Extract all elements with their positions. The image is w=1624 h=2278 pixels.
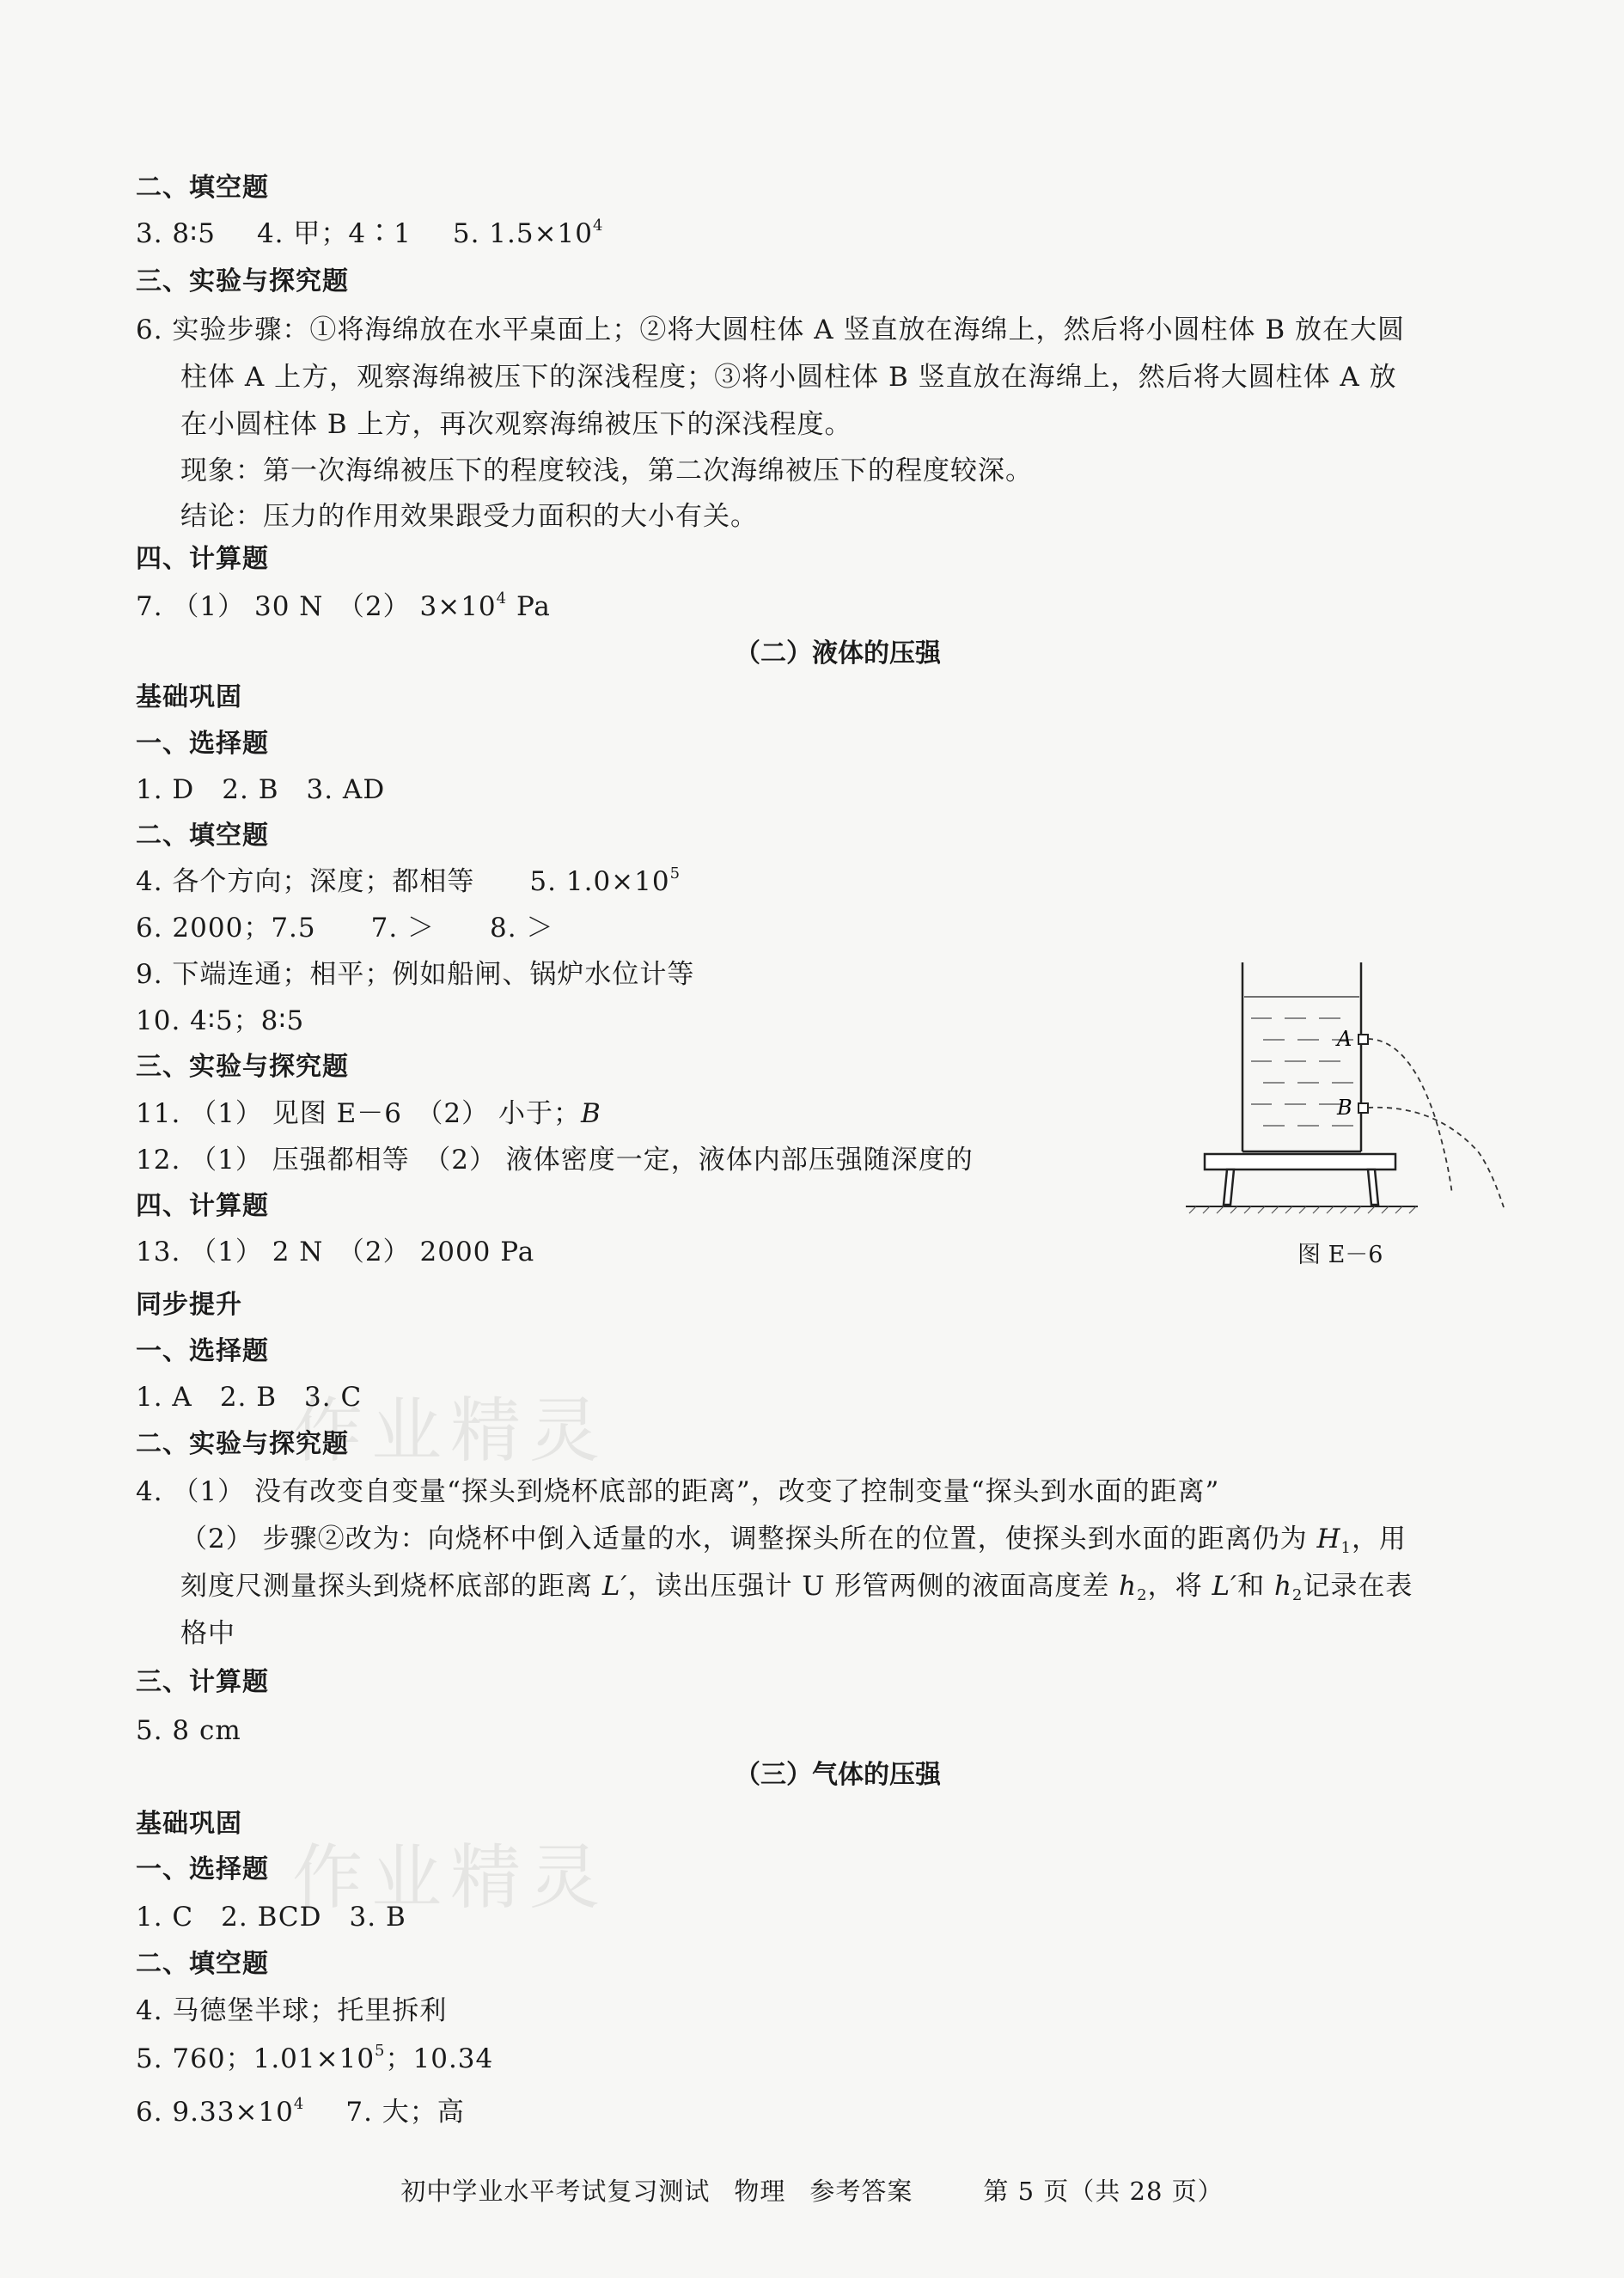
answer-line: 6. 实验步骤：①将海绵放在水平桌面上；②将大圆柱体 A 竖直放在海绵上，然后将小圆柱体 B 放在大圆 [136,315,1406,345]
section-heading: 二、填空题 [136,821,269,851]
label-b: B [1337,1096,1352,1120]
figure-e6 [1177,954,1521,1229]
subsection-heading: 同步提升 [136,1290,242,1320]
subsection-heading: 基础巩固 [136,682,242,712]
answer-line: 6. 2000；7.5 7. ＞ 8. ＞ [136,913,554,944]
answer-line: 柱体 A 上方，观察海绵被压下的深浅程度；③将小圆柱体 B 竖直放在海绵上，然后将大圆柱体 A 放 [180,362,1397,393]
subsection-heading: 基础巩固 [136,1809,242,1839]
answer-line: 1. A 2. B 3. C [136,1382,363,1413]
section-heading: 三、计算题 [136,1667,269,1697]
section-heading: 一、选择题 [136,1336,269,1366]
section-title: （三）气体的压强 [735,1760,941,1790]
answer-line: 9. 下端连通；相平；例如船闸、锅炉水位计等 [136,959,695,990]
answer-line: 在小圆柱体 B 上方，再次观察海绵被压下的深浅程度。 [180,409,852,440]
answer-line: 13. （1） 2 N （2） 2000 Pa [136,1237,535,1267]
answer-line: 11. （1） 见图 E－6 （2） 小于；B [136,1098,601,1129]
section-heading: 二、填空题 [136,1949,269,1979]
section-title: （二）液体的压强 [735,638,941,669]
answer-line: 12. （1） 压强都相等 （2） 液体密度一定，液体内部压强随深度的 [136,1145,974,1176]
answer-line: 3. 8∶5 4. 甲；4∶1 5. $1.5\times 10^4$ [136,217,604,249]
watermark: 作业精灵 [292,1837,609,1919]
section-heading: 四、计算题 [136,544,269,574]
watermark: 作业精灵 [292,1390,609,1472]
answer-line: （2） 步骤②改为：向烧杯中倒入适量的水，调整探头所在的位置，使探头到水面的距离仍为 $H_1$，用 [180,1524,1407,1557]
answer-line: 1. C 2. BCD 3. B [136,1902,406,1933]
section-heading: 一、选择题 [136,729,269,759]
section-heading: 一、选择题 [136,1854,269,1884]
section-heading: 四、计算题 [136,1191,269,1221]
answer-line: 6. $9.33\times 10^4$ 7. 大；高 [136,2095,465,2128]
section-heading: 二、实验与探究题 [136,1429,349,1459]
answer-line: 4. （1） 没有改变自变量“探头到烧杯底部的距离”，改变了控制变量“探头到水面的距离” [136,1476,1220,1507]
answer-line: 5. 8 cm [136,1715,241,1746]
section-heading: 三、实验与探究题 [136,266,349,296]
section-heading: 三、实验与探究题 [136,1052,349,1082]
page-footer: 初中学业水平考试复习测试 物理 参考答案 第 5 页（共 28 页） [400,2177,1224,2206]
answer-line: 格中 [180,1618,235,1649]
answer-line: 1. D 2. B 3. AD [136,774,386,805]
answer-line: 现象：第一次海绵被压下的程度较浅，第二次海绵被压下的程度较深。 [180,455,1033,486]
figure-caption: 图 E－6 [1297,1242,1383,1268]
answer-line: 4. 各个方向；深度；都相等 5. $1.0\times 10^5$ [136,864,681,897]
answer-line: 10. 4∶5；8∶5 [136,1005,305,1036]
answer-line: 7. （1） 30 N （2） $3\times 10^4$ Pa [136,589,551,622]
answer-line: 结论：压力的作用效果跟受力面积的大小有关。 [180,501,758,532]
section-heading: 二、填空题 [136,173,269,203]
label-a: A [1337,1027,1352,1051]
answer-line: 刻度尺测量探头到烧杯底部的距离 L′，读出压强计 U 形管两侧的液面高度差 $h_2$，将 L′和 $h_2$记录在表 [180,1571,1413,1604]
answer-line: 4. 马德堡半球；托里拆利 [136,1995,448,2026]
answer-line: 5. 760；$1.01\times 10^5$；10.34 [136,2042,494,2074]
